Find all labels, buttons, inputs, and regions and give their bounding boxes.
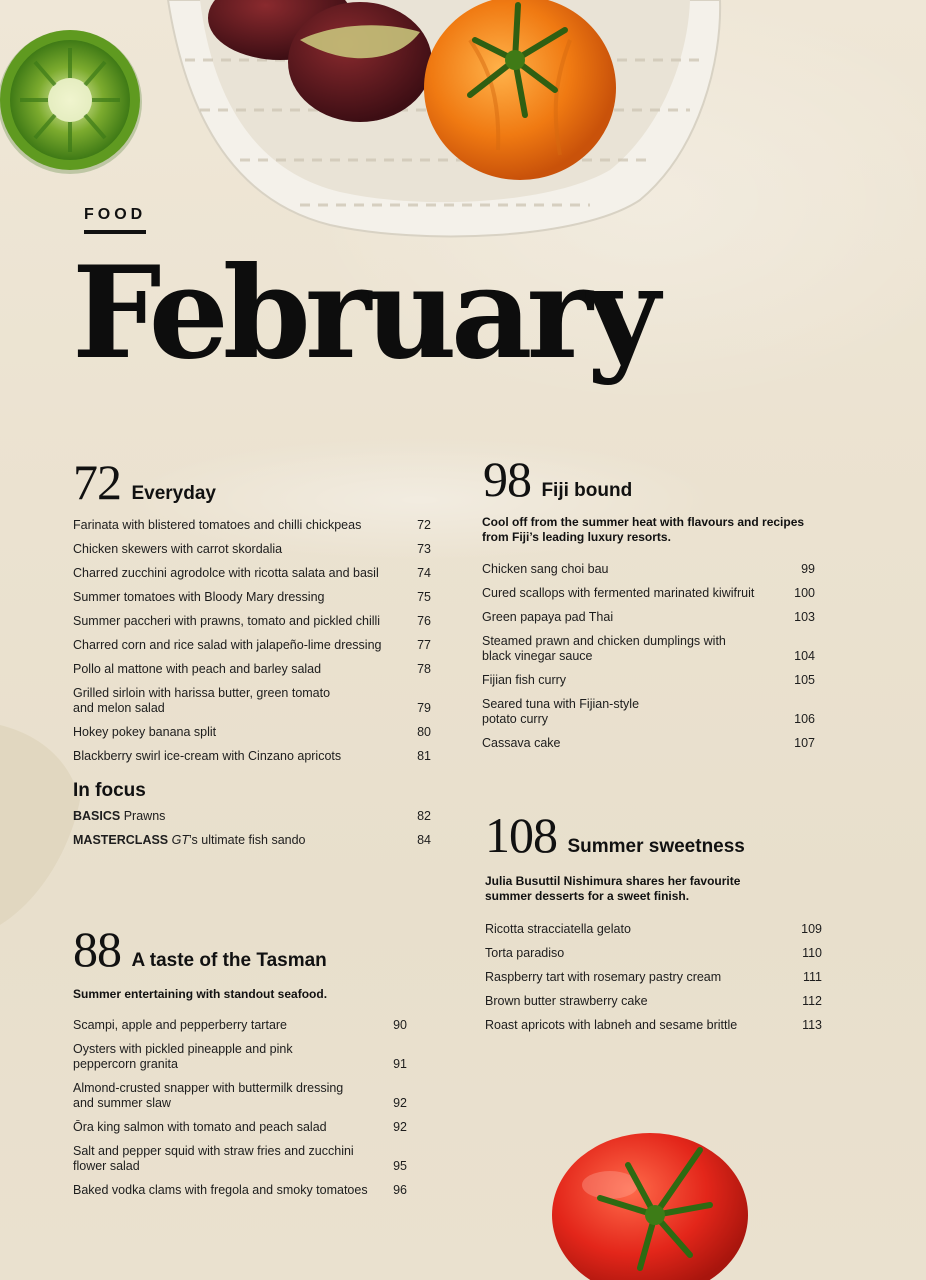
list-item[interactable]: Raspberry tart with rosemary pastry cream 111 <box>485 970 822 984</box>
item-kicker: BASICS <box>73 809 121 823</box>
list-item[interactable]: Pollo al mattone with peach and barley salad 78 <box>73 662 431 676</box>
page-title: February <box>72 239 655 387</box>
list-item[interactable]: Ricotta stracciatella gelato 109 <box>485 922 822 936</box>
section-intro: Julia Busuttil Nishimura shares her favourite summer desserts for a sweet finish. <box>485 874 741 903</box>
section-heading-fiji <box>483 450 632 508</box>
section-title: A taste of the Tasman <box>131 950 327 971</box>
section-intro: Cool off from the summer heat with flavours and recipes from Fiji’s leading luxury resorts. <box>482 515 805 544</box>
list-item[interactable]: Scampi, apple and pepperberry tartare 90 <box>73 1018 407 1032</box>
section-page-number: 88 <box>73 921 121 977</box>
tasman-list <box>73 1018 407 1207</box>
list-item[interactable]: Oysters with pickled pineapple and pink peppercorn granita 91 <box>73 1042 407 1071</box>
section-page-number: 98 <box>483 451 531 507</box>
list-item[interactable]: Brown butter strawberry cake 112 <box>485 994 822 1008</box>
in-focus-heading: In focus <box>73 780 146 801</box>
list-item[interactable]: Charred corn and rice salad with jalapeño-lime dressing 77 <box>73 638 431 652</box>
list-item[interactable]: Seared tuna with Fijian-style potato curry 106 <box>482 697 815 726</box>
list-item[interactable]: Hokey pokey banana split 80 <box>73 725 431 739</box>
list-item[interactable]: Fijian fish curry 105 <box>482 673 815 687</box>
green-tomato-half <box>0 30 142 174</box>
list-item[interactable]: Blackberry swirl ice-cream with Cinzano apricots 81 <box>73 749 431 763</box>
section-heading-everyday <box>73 453 216 511</box>
list-item[interactable]: Summer tomatoes with Bloody Mary dressing 75 <box>73 590 431 604</box>
list-item[interactable]: Green papaya pad Thai 103 <box>482 610 815 624</box>
list-item[interactable]: Chicken skewers with carrot skordalia 73 <box>73 542 431 556</box>
list-item[interactable]: MASTERCLASS GT’s ultimate fish sando 84 <box>73 833 431 847</box>
list-item[interactable]: Torta paradiso 110 <box>485 946 822 960</box>
section-label: FOOD <box>84 206 147 223</box>
list-item[interactable]: Salt and pepper squid with straw fries and zucchini flower salad 95 <box>73 1144 407 1173</box>
in-focus-list <box>73 809 431 857</box>
everyday-list <box>73 518 431 773</box>
list-item[interactable]: BASICS Prawns 82 <box>73 809 431 823</box>
list-item[interactable]: Summer paccheri with prawns, tomato and pickled chilli 76 <box>73 614 431 628</box>
section-title: Everyday <box>131 483 216 504</box>
red-tomato <box>552 1133 748 1280</box>
list-item[interactable]: Grilled sirloin with harissa butter, green tomato and melon salad 79 <box>73 686 431 715</box>
sweetness-list <box>485 922 822 1042</box>
list-item[interactable]: Roast apricots with labneh and sesame brittle 113 <box>485 1018 822 1032</box>
section-heading-tasman <box>73 920 327 978</box>
section-intro: Summer entertaining with standout seafood. <box>73 987 328 1001</box>
linen-napkin <box>0 725 80 925</box>
list-item[interactable]: Chicken sang choi bau 99 <box>482 562 815 576</box>
section-title: Fiji bound <box>541 480 633 501</box>
list-item[interactable]: Baked vodka clams with fregola and smoky tomatoes 96 <box>73 1183 407 1197</box>
list-item[interactable]: Almond-crusted snapper with buttermilk dressing and summer slaw 92 <box>73 1081 407 1110</box>
item-kicker: MASTERCLASS <box>73 833 169 847</box>
list-item[interactable]: Charred zucchini agrodolce with ricotta salata and basil 74 <box>73 566 431 580</box>
orange-tomato <box>424 0 616 180</box>
fiji-list <box>482 562 815 760</box>
list-item[interactable]: Steamed prawn and chicken dumplings with black vinegar sauce 104 <box>482 634 815 663</box>
section-title: Summer sweetness <box>567 836 745 857</box>
section-heading-sweetness <box>485 806 745 864</box>
list-item[interactable]: Ōra king salmon with tomato and peach salad 92 <box>73 1120 407 1134</box>
section-page-number: 108 <box>485 807 557 863</box>
list-item[interactable]: Farinata with blistered tomatoes and chilli chickpeas 72 <box>73 518 431 532</box>
list-item[interactable]: Cassava cake 107 <box>482 736 815 750</box>
section-page-number: 72 <box>73 454 121 510</box>
section-rule <box>84 230 146 234</box>
list-item[interactable]: Cured scallops with fermented marinated kiwifruit 100 <box>482 586 815 600</box>
